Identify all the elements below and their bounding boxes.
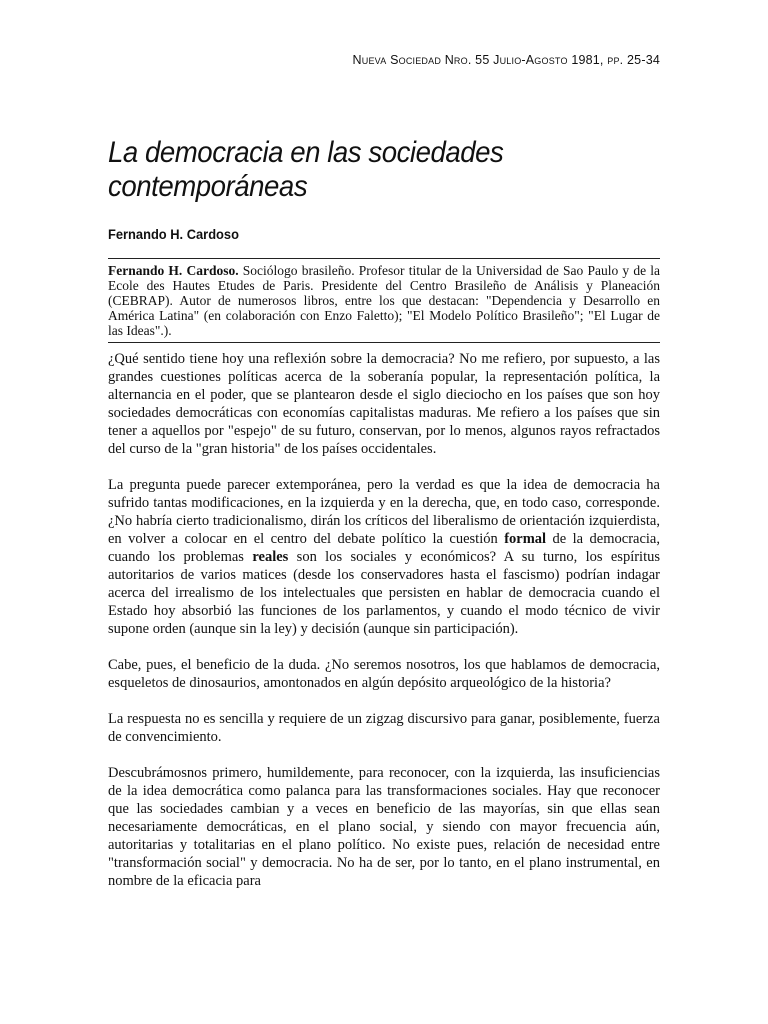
paragraph-2-part-a: La pregunta puede parecer extemporánea, pero la verdad es que la idea de democracia ha sufrido tantas modificaciones, en la izquierda y en la derecha, que, en todo caso, corresponde. ¿No habría cierto tradicionalismo, dirán los críticos del liberalismo de orientación izquierdista, en volver a colocar en el centro del debate político la cuestión: [108, 477, 660, 547]
emphasis-reales: reales: [252, 549, 289, 565]
author-bio: [108, 258, 660, 343]
paragraph-2-part-c: de la democracia, cuando los problemas: [108, 531, 660, 565]
paragraph-4: La respuesta no es sencilla y requiere de un zigzag discursivo para ganar, posiblemente, fuerza de convencimiento.: [108, 711, 660, 745]
journal-citation: Nueva Sociedad Nro. 55 Julio-Agosto 1981, pp. 25-34: [352, 53, 660, 67]
article-body: [108, 350, 660, 908]
paragraph-1: ¿Qué sentido tiene hoy una reflexión sobre la democracia? No me refiero, por supuesto, a las grandes cuestiones políticas acerca de la soberanía popular, la representación política, la alternancia en el poder, que se plantearon desde el siglo dieciocho en los países que son hoy sociedades democráticas con economías capitalistas maduras. Me refiero a los países que sin tener a aquellos por "espejo" de su futuro, conservan, por lo menos, algunos rayos refractados del curso de la "gran historia" de los países occidentales.: [108, 351, 660, 457]
paragraph-3: Cabe, pues, el beneficio de la duda. ¿No seremos nosotros, los que hablamos de democracia, esqueletos de dinosaurios, amontonados en algún depósito arqueológico de la historia?: [108, 657, 660, 691]
emphasis-formal: formal: [504, 531, 547, 547]
article-author: Fernando H. Cardoso: [108, 226, 239, 242]
paragraph-2: [108, 476, 660, 638]
article-title: La democracia en las sociedades contemporáneas: [108, 136, 504, 203]
bio-author-name: Fernando H. Cardoso.: [108, 263, 239, 278]
paragraph-5: Descubrámosnos primero, humildemente, para reconocer, con la izquierda, las insuficiencias de la idea democrática como palanca para las transformaciones sociales. Hay que reconocer que las sociedades cambian y a veces en beneficio de las mayorías, sin que ellas sean necesariamente democráticas, en el plano social, y siendo con mayor frecuencia aún, autoritarias y totalitarias en el plano político. No existe pues, relación de necesidad entre "transformación social" y democracia. No ha de ser, por lo tanto, en el plano instrumental, en nombre de la eficacia para: [108, 765, 660, 889]
bio-text: Sociólogo brasileño. Profesor titular de la Universidad de Sao Paulo y de la Ecole des Hautes Etudes de Paris. Presidente del Centro Brasileño de Análisis y Planeación (CEBRAP). Autor de numerosos libros, entre los que destacan: "Dependencia y Desarrollo en América Latina" (en colaboración con Enzo Faletto); "El Modelo Político Brasileño"; "El Lugar de las Ideas".).: [108, 263, 660, 338]
paragraph-2-part-e: son los sociales y económicos? A su turno, los espíritus autoritarios de varios matices (desde los conservadores hasta el fascismo) podrían indagar acerca del irrealismo de los intelectuales que persisten en hablar de democracia cuando el Estado hoy absorbió las funciones de los parlamentos, y cuando el modo técnico de vivir supone orden (aunque sin la ley) y decisión (aunque sin participación).: [108, 549, 660, 637]
